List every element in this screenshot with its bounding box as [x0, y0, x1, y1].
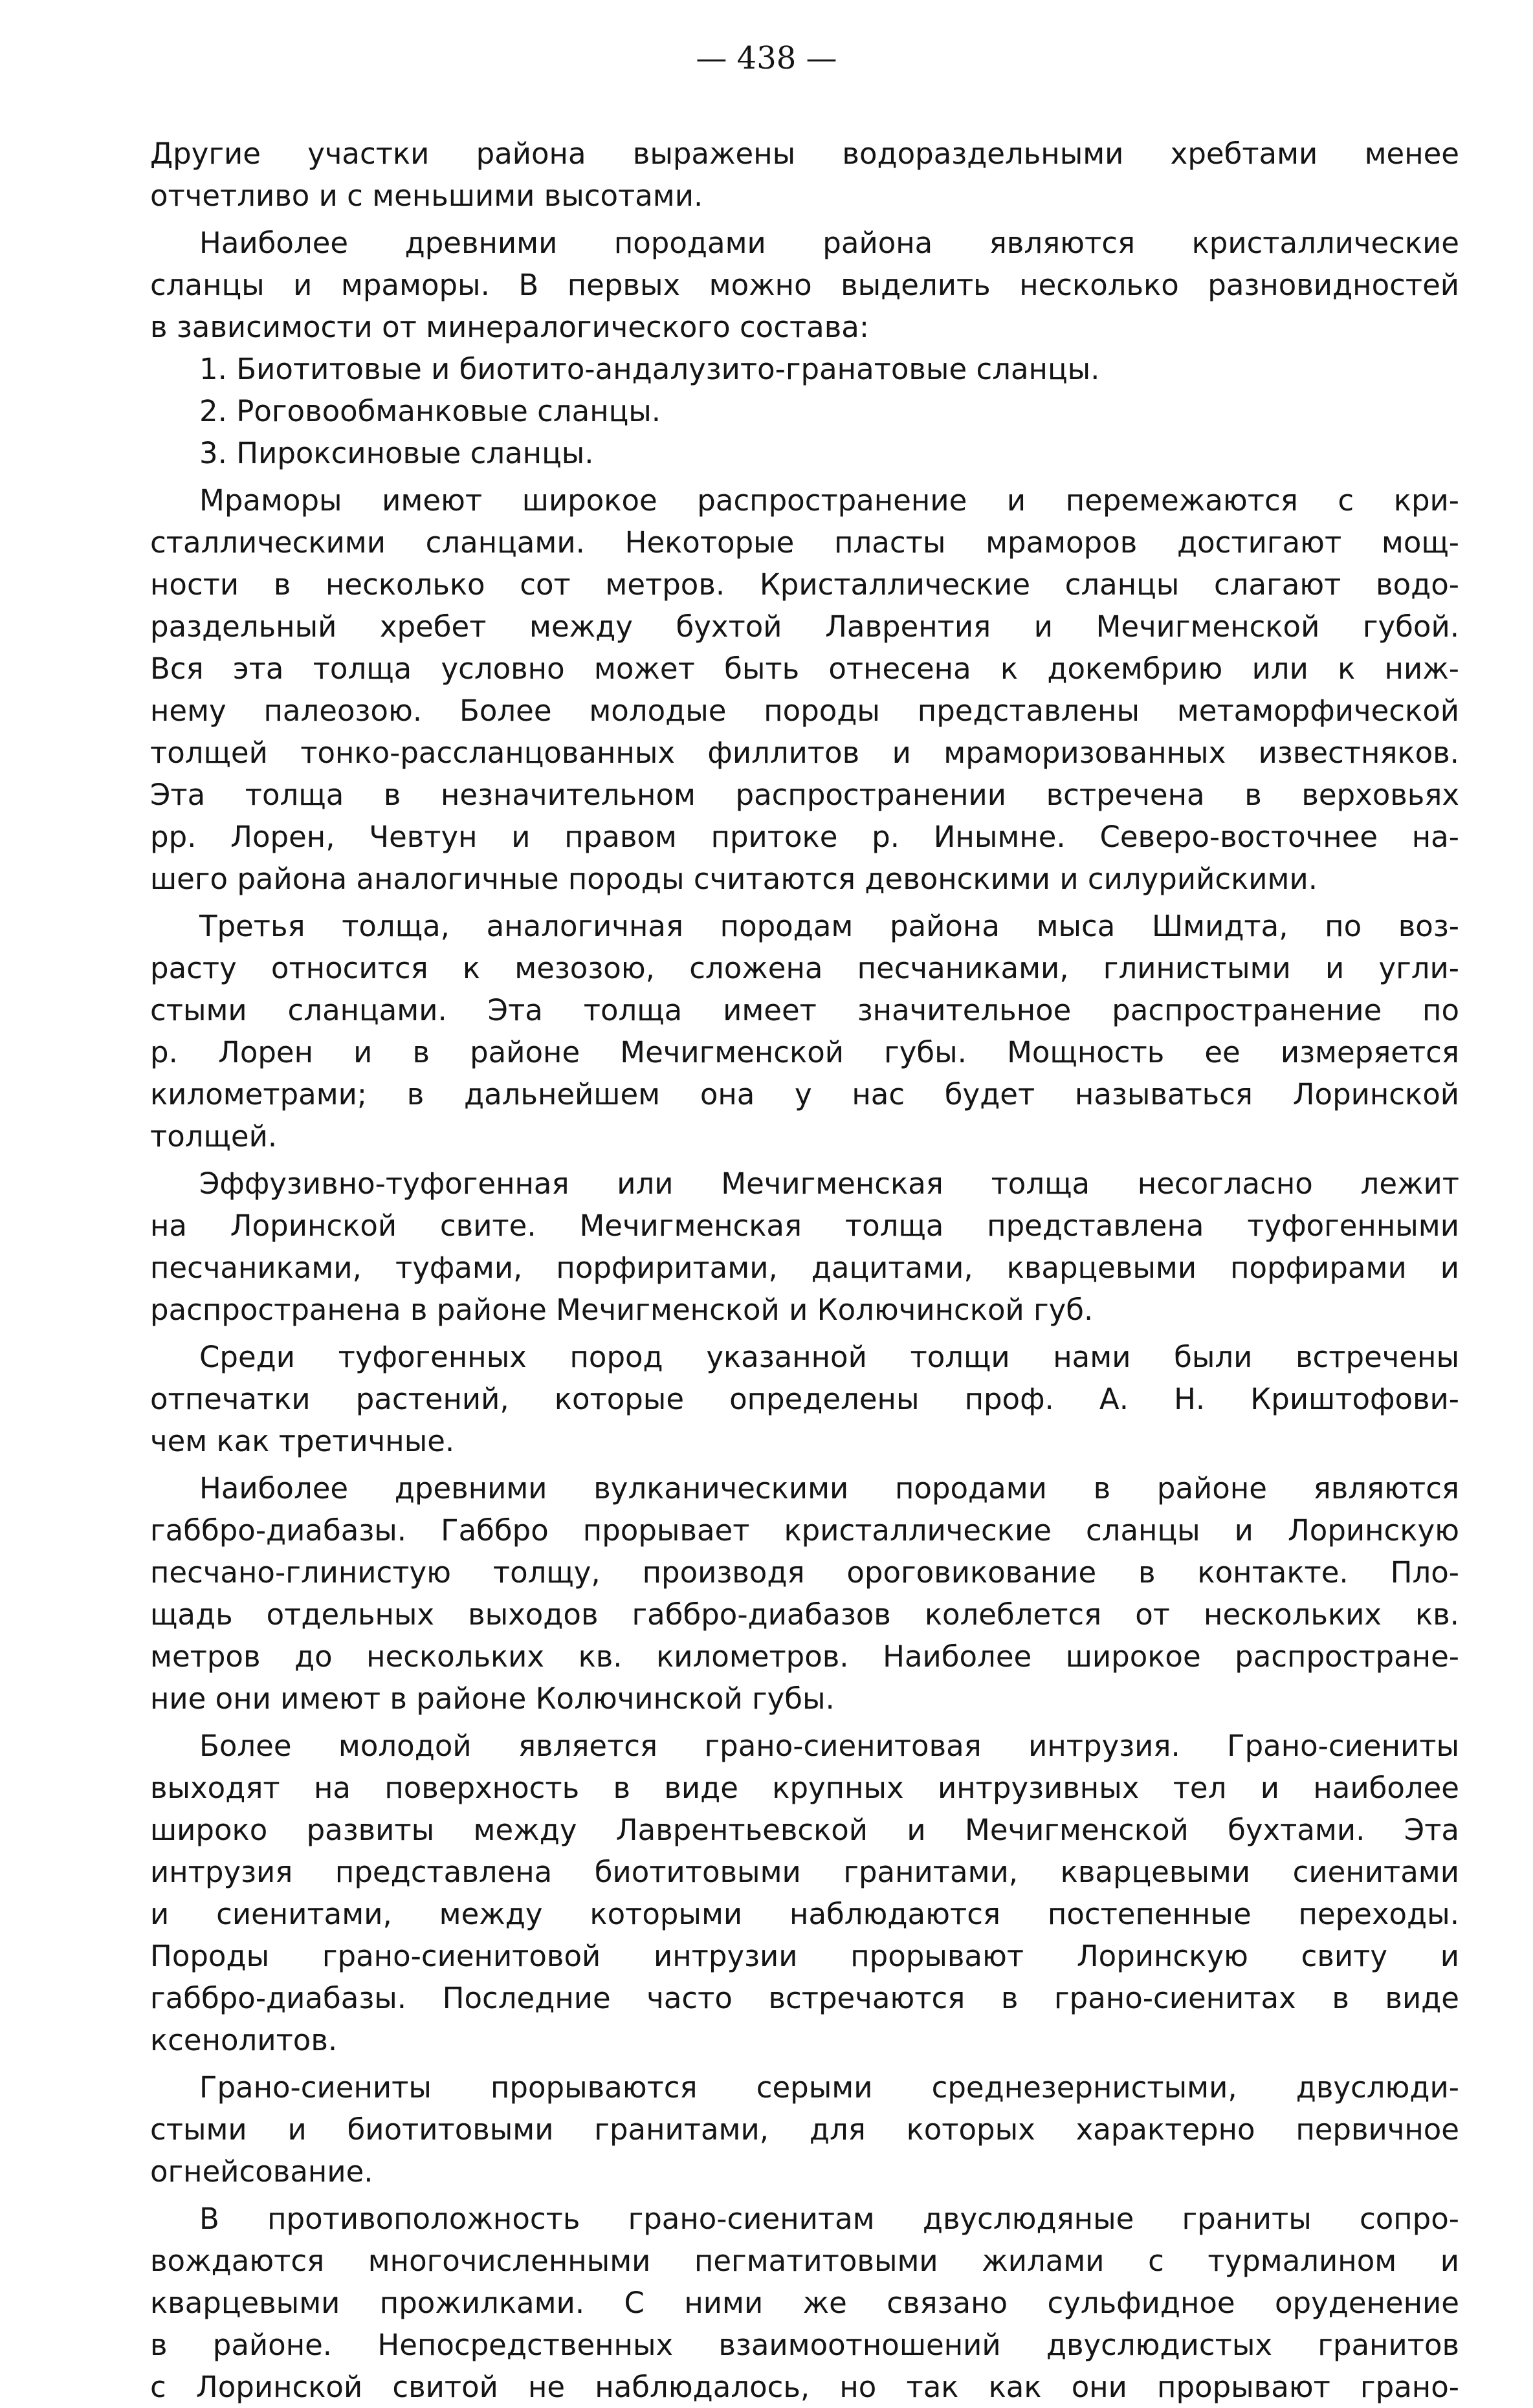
text-line: 2. Роговообманковые сланцы.	[199, 394, 661, 428]
paragraph	[150, 905, 1459, 1157]
list-item	[150, 348, 1459, 390]
text-line: вождаются многочисленными пегматитовыми жилами с турмалином и	[150, 2244, 1459, 2278]
body-text	[150, 133, 1459, 2408]
text-line: ксенолитов.	[150, 2023, 338, 2057]
paragraph	[150, 1163, 1459, 1331]
text-line: в зависимости от минералогического состава:	[150, 310, 870, 344]
text-line: стыми и биотитовыми гранитами, для которых характерно первичное	[150, 2112, 1459, 2147]
text-line: распространена в районе Мечигменской и Колючинской губ.	[150, 1293, 1094, 1327]
text-line: нему палеозою. Более молодые породы представлены метаморфической	[150, 694, 1459, 728]
text-line: 1. Биотитовые и биотито-андалузито-гранатовые сланцы.	[199, 352, 1100, 386]
text-line: с Лоринской свитой не наблюдалось, но так как они прорывают грано-	[150, 2370, 1459, 2404]
text-line: раздельный хребет между бухтой Лаврентия и Мечигменской губой.	[150, 609, 1459, 644]
text-line: Эффузивно-туфогенная или Мечигменская толща несогласно лежит	[199, 1166, 1459, 1201]
text-line: стыми сланцами. Эта толща имеет значительное распространение по	[150, 993, 1459, 1027]
paragraph	[150, 1467, 1459, 1720]
text-line: Мраморы имеют широкое распространение и перемежаются с кри-	[199, 483, 1459, 518]
text-line: и сиенитами, между которыми наблюдаются постепенные переходы.	[150, 1897, 1459, 1931]
text-line: рр. Лорен, Чевтун и правом притоке р. Инымне. Северо-восточнее на-	[150, 820, 1459, 854]
text-line: Третья толща, аналогичная породам района мыса Шмидта, по воз-	[199, 909, 1459, 943]
paragraph	[150, 2198, 1459, 2408]
text-line: В противоположность грано-сиенитам двуслюдяные граниты сопро-	[199, 2202, 1459, 2236]
list-item	[150, 390, 1459, 432]
text-line: километрами; в дальнейшем она у нас будет называться Лоринской	[150, 1077, 1459, 1111]
text-line: широко развиты между Лаврентьевской и Мечигменской бухтами. Эта	[150, 1813, 1459, 1847]
text-line: песчаниками, туфами, порфиритами, дацитами, кварцевыми порфирами и	[150, 1251, 1459, 1285]
list-item	[150, 432, 1459, 474]
text-line: ние они имеют в районе Колючинской губы.	[150, 1681, 835, 1716]
text-line: Наиболее древними породами района являются кристаллические	[199, 226, 1459, 260]
paragraph	[150, 2066, 1459, 2193]
text-line: Эта толща в незначительном распространении встречена в верховьях	[150, 778, 1459, 812]
page-number: — 438 —	[696, 40, 837, 76]
paragraph	[150, 1336, 1459, 1462]
text-line: толщей тонко-рассланцованных филлитов и мраморизованных известняков.	[150, 736, 1459, 770]
text-line: 3. Пироксиновые сланцы.	[199, 436, 594, 470]
text-line: Грано-сиениты прорываются серыми среднезернистыми, двуслюди-	[199, 2070, 1459, 2105]
text-line: щадь отдельных выходов габбро-диабазов колеблется от нескольких кв.	[150, 1597, 1459, 1632]
text-line: в районе. Непосредственных взаимоотношений двуслюдистых гранитов	[150, 2328, 1459, 2362]
text-line: расту относится к мезозою, сложена песчаниками, глинистыми и угли-	[150, 951, 1459, 985]
text-line: интрузия представлена биотитовыми гранитами, кварцевыми сиенитами	[150, 1855, 1459, 1889]
text-line: сланцы и мраморы. В первых можно выделить несколько разновидностей	[150, 268, 1459, 302]
text-line: кварцевыми прожилками. С ними же связано сульфидное оруденение	[150, 2286, 1459, 2320]
paragraph	[150, 479, 1459, 900]
paragraph	[150, 133, 1459, 217]
text-line: чем как третичные.	[150, 1424, 455, 1458]
text-line: Вся эта толща условно может быть отнесена к докембрию или к ниж-	[150, 651, 1459, 686]
paragraph	[150, 1725, 1459, 2061]
text-line: выходят на поверхность в виде крупных интрузивных тел и наиболее	[150, 1771, 1459, 1805]
text-line: Более молодой является грано-сиенитовая интрузия. Грано-сиениты	[199, 1729, 1459, 1763]
text-line: огнейсование.	[150, 2154, 373, 2189]
text-line: Породы грано-сиенитовой интрузии прорывают Лоринскую свиту и	[150, 1939, 1459, 1973]
text-line: габбро-диабазы. Последние часто встречаются в грано-сиенитах в виде	[150, 1981, 1459, 2015]
text-line: на Лоринской свите. Мечигменская толща представлена туфогенными	[150, 1209, 1459, 1243]
text-line: Наиболее древними вулканическими породами в районе являются	[199, 1471, 1459, 1505]
text-line: песчано-глинистую толщу, производя ороговикование в контакте. Пло-	[150, 1555, 1459, 1590]
text-line: шего района аналогичные породы считаются девонскими и силурийскими.	[150, 862, 1318, 896]
text-line: сталлическими сланцами. Некоторые пласты мраморов достигают мощ-	[150, 525, 1459, 560]
text-line: Другие участки района выражены водораздельными хребтами менее	[150, 137, 1459, 171]
paragraph	[150, 222, 1459, 348]
text-line: метров до нескольких кв. километров. Наиболее широкое распростране-	[150, 1639, 1459, 1674]
text-line: Среди туфогенных пород указанной толщи нами были встречены	[199, 1340, 1459, 1374]
text-line: р. Лорен и в районе Мечигменской губы. Мощность ее измеряется	[150, 1035, 1459, 1069]
text-line: габбро-диабазы. Габбро прорывает кристаллические сланцы и Лоринскую	[150, 1513, 1459, 1548]
text-line: ности в несколько сот метров. Кристаллические сланцы слагают водо-	[150, 567, 1459, 602]
text-line: толщей.	[150, 1119, 278, 1154]
text-line: отпечатки растений, которые определены проф. А. Н. Криштофови-	[150, 1382, 1459, 1416]
text-line: отчетливо и с меньшими высотами.	[150, 179, 703, 213]
